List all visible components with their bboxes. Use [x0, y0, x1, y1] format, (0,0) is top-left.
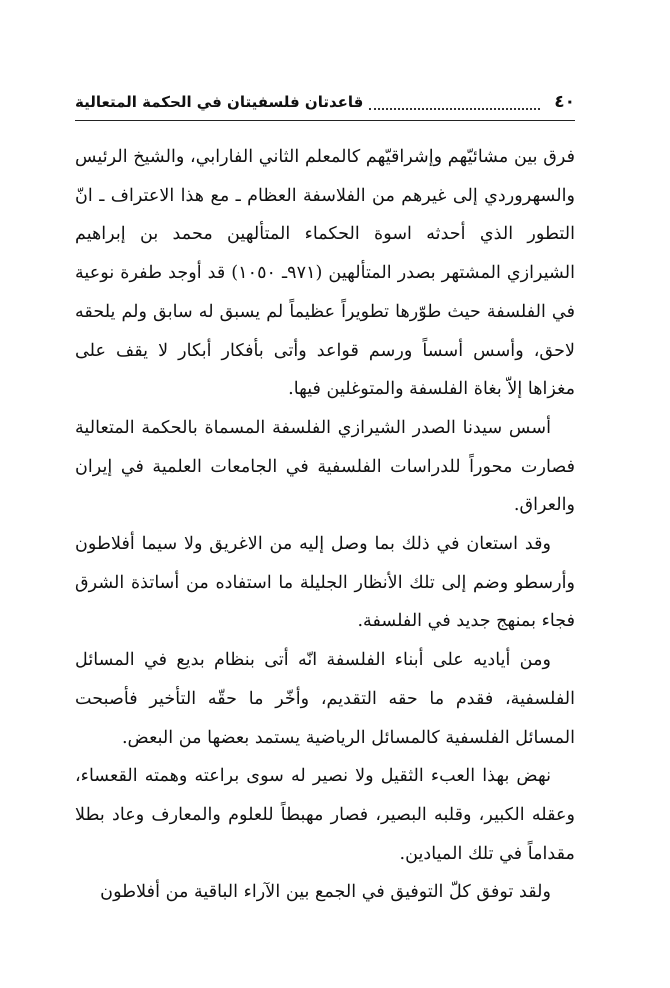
paragraph: فرق بين مشائيّهم وإشراقيّهم كالمعلم الثاني الفارابي، والشيخ الرئيس والسهروردي إلى غيرهم من الفلاسفة العظام ـ مع هذا الاعتراف ـ انّ التطور الذي أحدثه اسوة الحكماء المتألهين محمد بن إبراهيم الشيرازي المشتهر بصدر المتألهين (٩٧١ـ ١٠٥٠) قد أوجد طفرة نوعية في الفلسفة حيث طوّرها تطويراً عظيماً لم يسبق له سابق ولم يلحقه لاحق، وأسس أسساً ورسم قواعد وأتى بأفكار أبكار لا يقف على مغزاها إلاّ بغاة الفلسفة والمتوغلين فيها.	[75, 147, 575, 400]
paragraph: نهض بهذا العبء الثقيل ولا نصير له سوى براعته وهمته القعساء، وعقله الكبير، وقلبه البصير، فصار مهبطاً للعلوم والمعارف وعاد بطلا مقداماً في تلك الميادين.	[75, 766, 575, 864]
paragraph: وقد استعان في ذلك بما وصل إليه من الاغريق ولا سيما أفلاطون وأرسطو وضم إلى تلك الأنظار الجليلة ما استفاده من أساتذة الشرق فجاء بمنهج جديد في الفلسفة.	[75, 534, 575, 632]
header-rule	[75, 120, 575, 121]
body-text	[75, 138, 575, 912]
page-number: ٤٠	[554, 92, 575, 112]
paragraph: أسس سيدنا الصدر الشيرازي الفلسفة المسماة بالحكمة المتعالية فصارت محوراً للدراسات الفلسفية في الجامعات العلمية في إيران والعراق.	[75, 417, 575, 516]
header-dotted-leader	[369, 94, 540, 110]
page-header	[75, 88, 575, 116]
paragraph: ولقد توفق كلّ التوفيق في الجمع بين الآراء الباقية من أفلاطون	[100, 882, 551, 903]
running-title: قاعدتان فلسفيتان في الحكمة المتعالية	[75, 93, 364, 111]
paragraph: ومن أياديه على أبناء الفلسفة انّه أتى بنظام بديع في المسائل الفلسفية، فقدم ما حقه التقديم، وأخّر ما حقّه التأخير فأصبحت المسائل الفلسفية كالمسائل الرياضية يستمد بعضها من البعض.	[75, 650, 575, 748]
